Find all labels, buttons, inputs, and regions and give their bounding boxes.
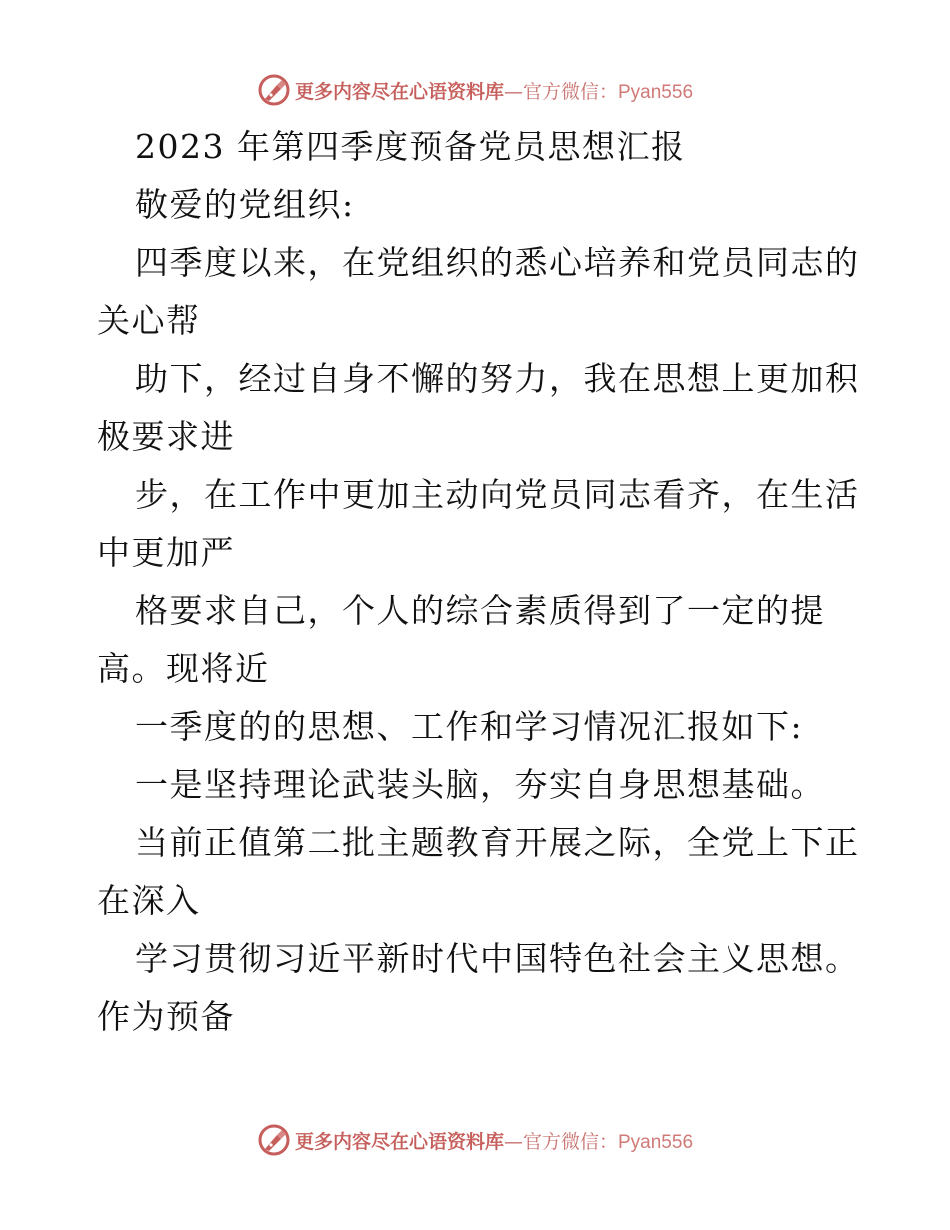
text-line: 四季度以来，在党组织的悉心培养和党员同志的 — [135, 243, 860, 282]
watermark-label: 官方微信： — [522, 80, 618, 103]
text-line: 关心帮 — [97, 301, 201, 340]
pen-nib-logo-icon — [257, 73, 291, 107]
watermark-text — [295, 1127, 693, 1154]
text-line: 2023 年第四季度预备党员思想汇报 — [135, 127, 686, 166]
pen-nib-logo-icon — [257, 1123, 291, 1157]
text-line: 格要求自己，个人的综合素质得到了一定的提 — [135, 591, 825, 630]
footer-watermark — [0, 1120, 950, 1160]
text-line: 助下，经过自身不懈的努力，我在思想上更加积 — [135, 359, 860, 398]
text-line: 一季度的的思想、工作和学习情况汇报如下: — [135, 707, 804, 746]
text-line: 学习贯彻习近平新时代中国特色社会主义思想。 — [135, 939, 860, 978]
watermark-main: 更多内容尽在心语资料库 — [294, 1130, 504, 1153]
watermark-id: Pyan556 — [618, 81, 694, 103]
text-line: 步，在工作中更加主动向党员同志看齐，在生活 — [135, 475, 860, 514]
watermark-main: 更多内容尽在心语资料库 — [294, 80, 504, 103]
text-line: 在深入 — [97, 881, 201, 920]
text-line: 极要求进 — [97, 417, 235, 456]
document-body — [97, 118, 860, 1046]
text-line: 一是坚持理论武装头脑，夯实自身思想基础。 — [135, 765, 825, 804]
text-line: 中更加严 — [97, 533, 235, 572]
watermark-separator: — — [503, 1130, 523, 1153]
text-line: 当前正值第二批主题教育开展之际，全党上下正 — [135, 823, 860, 862]
watermark-label: 官方微信： — [522, 1130, 618, 1153]
watermark-id: Pyan556 — [618, 1131, 694, 1153]
watermark-separator: — — [503, 80, 523, 103]
text-line: 高。现将近 — [97, 649, 270, 688]
watermark-text — [295, 77, 693, 104]
text-line: 敬爱的党组织: — [135, 185, 355, 224]
header-watermark — [0, 70, 950, 110]
text-line: 作为预备 — [97, 997, 235, 1036]
